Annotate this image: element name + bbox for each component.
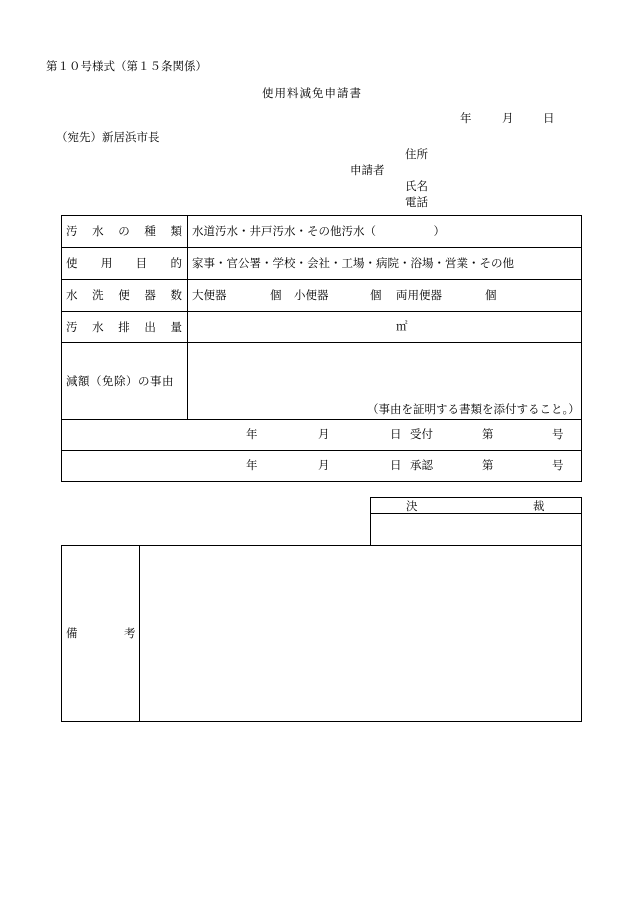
row-divider — [61, 419, 582, 420]
approval-no-prefix: 第 — [482, 458, 494, 472]
row-divider — [61, 342, 582, 343]
approval-label: 承認 — [410, 458, 433, 472]
decision-char: 決 — [406, 499, 418, 513]
receipt-no-suffix: 号 — [552, 427, 564, 441]
form-number: 第１０号様式（第１５条関係） — [46, 59, 207, 73]
label-divider — [187, 215, 188, 419]
label-char: 排 — [118, 320, 130, 334]
large-toilet-label: 大便器 — [192, 288, 227, 302]
approval-month: 月 — [318, 458, 330, 472]
reason-label: 減額（免除）の事由 — [66, 374, 174, 388]
label-char: の — [118, 224, 130, 238]
name-label: 氏名 — [405, 179, 428, 193]
receipt-month: 月 — [318, 427, 330, 441]
dual-toilet-unit: 個 — [485, 288, 497, 302]
discharge-unit: ㎡ — [396, 319, 408, 333]
remarks-divider — [139, 545, 140, 722]
sewage-type-value: 水道汚水・井戸汚水・その他汚水（ ） — [192, 224, 445, 238]
label-char: 目 — [135, 256, 148, 270]
discharge-label — [66, 322, 182, 334]
dual-toilet-label: 両用便器 — [396, 288, 442, 302]
date-year: 年 — [460, 111, 472, 125]
label-char: 水 — [92, 320, 104, 334]
small-toilet-unit: 個 — [370, 288, 382, 302]
receipt-no-prefix: 第 — [482, 427, 494, 441]
toilets-label — [66, 290, 182, 302]
remarks-char: 考 — [124, 626, 136, 640]
row-divider — [61, 450, 582, 451]
label-char: 水 — [66, 288, 78, 302]
row-divider — [61, 311, 582, 312]
purpose-value: 家事・官公署・学校・会社・工場・病院・浴場・営業・その他 — [192, 256, 514, 270]
row-divider — [61, 279, 582, 280]
label-char: 器 — [144, 288, 156, 302]
label-char: 的 — [170, 256, 182, 270]
label-char: 使 — [66, 256, 78, 270]
label-char: 用 — [100, 256, 113, 270]
date-day: 日 — [543, 111, 555, 125]
address-label: 住所 — [405, 147, 428, 161]
label-char: 汚 — [66, 320, 78, 334]
row-divider — [61, 247, 582, 248]
decision-box — [370, 497, 582, 546]
approval-day: 日 — [390, 458, 402, 472]
label-char: 数 — [170, 288, 182, 302]
receipt-label: 受付 — [410, 427, 433, 441]
receipt-year: 年 — [246, 427, 258, 441]
phone-label: 電話 — [405, 195, 428, 209]
purpose-label — [66, 258, 182, 270]
label-char: 量 — [170, 320, 182, 334]
reason-note: （事由を証明する書類を添付すること。） — [367, 402, 580, 416]
small-toilet-label: 小便器 — [294, 288, 329, 302]
sewage-type-label — [66, 226, 182, 238]
label-char: 類 — [170, 224, 182, 238]
approval-year: 年 — [246, 458, 258, 472]
label-char: 種 — [144, 224, 156, 238]
label-char: 出 — [144, 320, 156, 334]
form-title: 使用料減免申請書 — [262, 86, 362, 100]
addressee: （宛先）新居浜市長 — [56, 130, 160, 144]
label-char: 便 — [118, 288, 130, 302]
approval-no-suffix: 号 — [552, 458, 564, 472]
large-toilet-unit: 個 — [270, 288, 282, 302]
label-char: 洗 — [92, 288, 104, 302]
label-char: 汚 — [66, 224, 78, 238]
decision-char: 裁 — [533, 499, 545, 513]
applicant-label: 申請者 — [350, 163, 385, 177]
receipt-day: 日 — [390, 427, 402, 441]
date-month: 月 — [502, 111, 514, 125]
remarks-char: 備 — [66, 626, 78, 640]
label-char: 水 — [92, 224, 104, 238]
decision-header-divider — [370, 513, 582, 514]
